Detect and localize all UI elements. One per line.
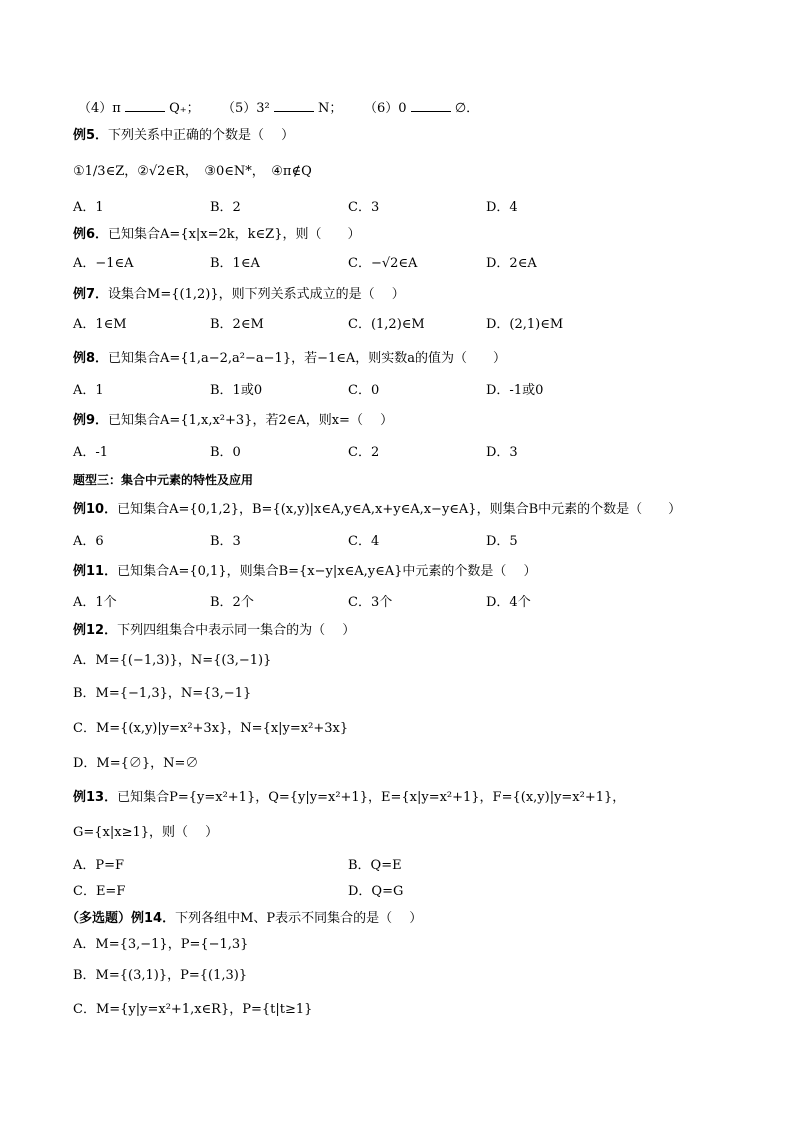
example-13-option-d[interactable]: D．Q=G (348, 884, 404, 899)
example-6-label: 例6． (73, 227, 109, 242)
example-5-option-a[interactable]: A．1 (73, 200, 104, 215)
example-10-question (73, 501, 681, 519)
example-10-option-b[interactable]: B．3 (210, 534, 241, 549)
example-5-text: 下列关系中正确的个数是（ ） (108, 128, 295, 143)
example-13-question (73, 789, 625, 807)
fill-blank-6 (364, 99, 479, 118)
example-9-option-a[interactable]: A．-1 (73, 445, 109, 460)
example-12-option-c[interactable]: C．M={(x,y)|y=x²+3x}，N={x|y=x²+3x} (73, 721, 349, 736)
example-5-option-d[interactable]: D．4 (486, 200, 518, 215)
example-12-text: 下列四组集合中表示同一集合的为（ ） (117, 623, 356, 638)
example-11-label: 例11． (73, 564, 118, 579)
example-6-question (73, 226, 361, 244)
example-11-option-d[interactable]: D．4个 (486, 595, 531, 610)
example-7-option-c[interactable]: C．(1,2)∈M (348, 317, 425, 332)
example-9-option-d[interactable]: D．3 (486, 445, 518, 460)
example-6-text: 已知集合A={x|x=2k，k∈Z}，则（ ） (108, 227, 361, 242)
example-5-items: ①1/3∈Z，②√2∈R， ③0∈N*， ④π∉Q (73, 164, 312, 179)
example-12-label: 例12． (73, 623, 118, 638)
example-14-option-c[interactable]: C．M={y|y=x²+1,x∈R}，P={t|t≥1} (73, 1002, 313, 1017)
example-7-question (73, 286, 405, 304)
example-10-option-c[interactable]: C．4 (348, 534, 380, 549)
example-6-option-d[interactable]: D．2∈A (486, 256, 537, 271)
blank-4-label: （4）π (78, 101, 121, 116)
blank-4-tail: Q₊； (169, 101, 200, 116)
example-8-option-b[interactable]: B．1或0 (210, 383, 263, 398)
example-13-text: 已知集合P={y=x²+1}，Q={y|y=x²+1}，E={x|y=x²+1}，F={(x,y)|y=x²+1}， (117, 790, 626, 805)
blank-4[interactable] (125, 99, 165, 112)
example-11-option-a[interactable]: A．1个 (73, 595, 117, 610)
example-5-label: 例5． (73, 128, 109, 143)
example-8-option-d[interactable]: D．-1或0 (486, 383, 544, 398)
example-8-question (73, 350, 506, 368)
example-8-text: 已知集合A={1,a−2,a²−a−1}，若−1∈A，则实数a的值为（ ） (108, 351, 507, 366)
example-6-option-c[interactable]: C．−√2∈A (348, 256, 418, 271)
example-14-text: 下列各组中M、P表示不同集合的是（ ） (175, 911, 423, 926)
example-6-option-a[interactable]: A．−1∈A (73, 256, 134, 271)
example-13-question-cont: G={x|x≥1}，则（ ） (73, 825, 219, 840)
section-heading-3: 题型三：集合中元素的特性及应用 (73, 473, 254, 487)
fill-blank-5 (222, 99, 342, 118)
example-10-option-a[interactable]: A．6 (73, 534, 104, 549)
example-14-question (66, 910, 422, 928)
example-5-option-c[interactable]: C．3 (348, 200, 380, 215)
example-13-option-c[interactable]: C．E=F (73, 884, 126, 899)
blank-6-tail: ∅． (454, 101, 480, 116)
example-7-option-b[interactable]: B．2∈M (210, 317, 264, 332)
example-12-option-a[interactable]: A．M={(−1,3)}，N={(3,−1)} (73, 653, 272, 668)
blank-6-label: （6）0 (364, 101, 407, 116)
example-14-prefix: （多选题） (66, 911, 132, 926)
example-11-option-c[interactable]: C．3个 (348, 595, 393, 610)
example-7-text: 设集合M={(1,2)}，则下列关系式成立的是（ ） (108, 287, 405, 302)
example-7-option-d[interactable]: D．(2,1)∈M (486, 317, 564, 332)
example-14-label: 例14． (131, 911, 176, 926)
blank-5-label: （5）3² (222, 101, 270, 116)
example-12-option-d[interactable]: D．M={∅}，N=∅ (73, 756, 199, 771)
example-11-question (73, 563, 537, 581)
example-9-question (73, 412, 393, 430)
example-10-text: 已知集合A={0,1,2}，B={(x,y)|x∈A,y∈A,x+y∈A,x−y∈A}，则集合B中元素的个数是（ ） (117, 502, 682, 517)
example-13-label: 例13． (73, 790, 118, 805)
example-8-option-c[interactable]: C．0 (348, 383, 380, 398)
example-13-option-a[interactable]: A．P=F (73, 858, 125, 873)
example-14-option-b[interactable]: B．M={(3,1)}，P={(1,3)} (73, 968, 248, 983)
example-8-option-a[interactable]: A．1 (73, 383, 104, 398)
blank-5[interactable] (274, 99, 314, 112)
example-10-label: 例10． (73, 502, 118, 517)
example-9-text: 已知集合A={1,x,x²+3}，若2∈A，则x=（ ） (108, 413, 394, 428)
blank-5-tail: N； (318, 101, 343, 116)
example-7-label: 例7． (73, 287, 109, 302)
example-5-option-b[interactable]: B．2 (210, 200, 241, 215)
example-9-option-c[interactable]: C．2 (348, 445, 380, 460)
example-14-option-a[interactable]: A．M={3,−1}，P={−1,3} (73, 937, 249, 952)
example-8-label: 例8． (73, 351, 109, 366)
example-9-label: 例9． (73, 413, 109, 428)
fill-blank-line (78, 99, 200, 118)
example-7-option-a[interactable]: A．1∈M (73, 317, 127, 332)
example-6-option-b[interactable]: B．1∈A (210, 256, 260, 271)
example-11-text: 已知集合A={0,1}，则集合B={x−y|x∈A,y∈A}中元素的个数是（ ） (117, 564, 537, 579)
example-12-question (73, 622, 355, 640)
example-10-option-d[interactable]: D．5 (486, 534, 518, 549)
example-12-option-b[interactable]: B．M={−1,3}，N={3,−1} (73, 686, 252, 701)
example-11-option-b[interactable]: B．2个 (210, 595, 254, 610)
example-13-option-b[interactable]: B．Q=E (348, 858, 402, 873)
blank-6[interactable] (411, 99, 451, 112)
example-9-option-b[interactable]: B．0 (210, 445, 241, 460)
example-5-question (73, 127, 294, 145)
